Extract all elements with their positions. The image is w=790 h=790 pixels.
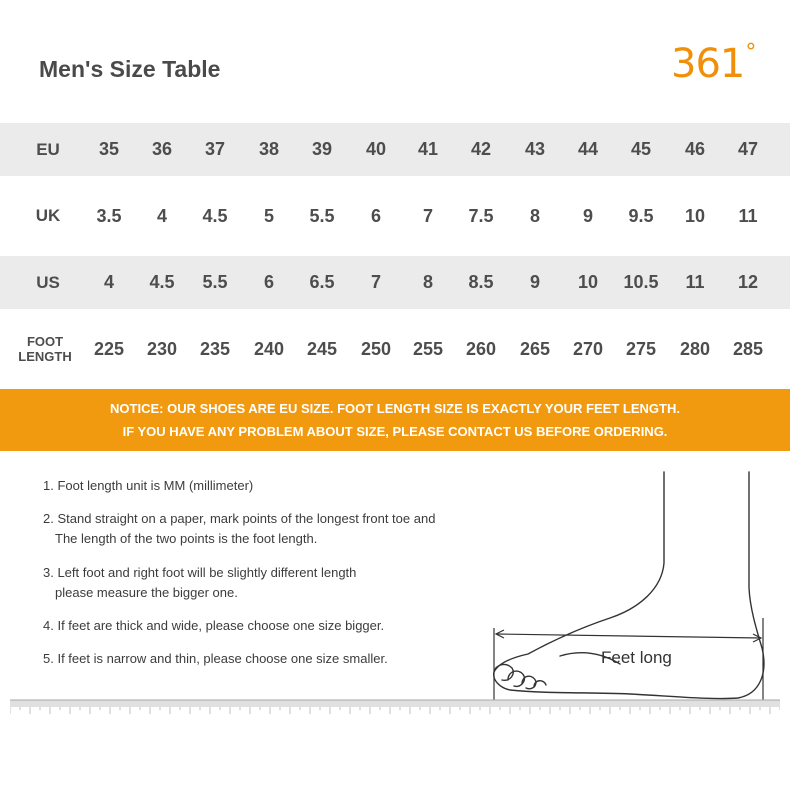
instruction-2-cont: The length of the two points is the foot length. xyxy=(55,531,318,546)
size-cell: 6.5 xyxy=(309,272,335,292)
size-cell: 230 xyxy=(146,338,178,359)
size-cell: 4 xyxy=(103,272,114,292)
size-cell: 44 xyxy=(577,139,599,159)
size-cell: 9 xyxy=(529,272,540,292)
brand-logo xyxy=(671,40,756,87)
size-row xyxy=(0,123,790,176)
foot-diagram xyxy=(470,468,780,708)
size-cell: 10.5 xyxy=(623,272,659,292)
row-label-line-2: LENGTH xyxy=(18,349,72,364)
size-cell: 9.5 xyxy=(628,205,654,226)
size-cell: 36 xyxy=(151,139,173,159)
size-cell: 8 xyxy=(529,205,540,226)
size-cell: 5 xyxy=(263,205,274,226)
row-label-line-1: FOOT xyxy=(26,334,64,349)
size-cell: 47 xyxy=(737,139,759,159)
instruction-5: 5. If feet is narrow and thin, please choose one size smaller. xyxy=(43,651,388,666)
size-cell: 285 xyxy=(732,338,764,359)
size-row xyxy=(0,176,790,256)
size-cell: 250 xyxy=(360,338,392,359)
size-cell: 43 xyxy=(524,139,546,159)
instruction-3: 3. Left foot and right foot will be slightly different length xyxy=(43,565,357,580)
size-cell: 255 xyxy=(412,338,444,359)
size-cell: 10 xyxy=(577,272,599,292)
instruction-1: 1. Foot length unit is MM (millimeter) xyxy=(43,478,254,493)
size-cell: 7 xyxy=(422,205,433,226)
size-cell: 45 xyxy=(630,139,652,159)
size-cell: 7 xyxy=(370,272,381,292)
size-cell: 275 xyxy=(625,338,657,359)
page-title: Men's Size Table xyxy=(39,56,221,82)
size-cell: 35 xyxy=(98,139,120,159)
size-row xyxy=(0,256,790,309)
instruction-4: 4. If feet are thick and wide, please choose one size bigger. xyxy=(43,618,385,633)
size-cell: 3.5 xyxy=(96,205,122,226)
logo-text: 361 xyxy=(671,41,745,87)
size-cell: 280 xyxy=(679,338,711,359)
size-cell: 6 xyxy=(263,272,274,292)
size-cell: 11 xyxy=(685,272,705,292)
size-cell: 9 xyxy=(582,205,593,226)
size-cell: 5.5 xyxy=(202,272,228,292)
size-cell: 7.5 xyxy=(468,205,494,226)
row-label xyxy=(5,309,85,389)
size-cell: 260 xyxy=(465,338,497,359)
notice-line-2: IF YOU HAVE ANY PROBLEM ABOUT SIZE, PLEASE CONTACT US BEFORE ORDERING. xyxy=(122,424,668,439)
size-cell: 6 xyxy=(370,205,381,226)
size-cell: 37 xyxy=(204,139,226,159)
size-cell: 41 xyxy=(417,139,439,159)
size-cell: 38 xyxy=(258,139,280,159)
size-cell: 225 xyxy=(93,338,125,359)
instruction-2: 2. Stand straight on a paper, mark points of the longest front toe and xyxy=(43,511,436,526)
size-cell: 39 xyxy=(311,139,333,159)
size-cell: 4.5 xyxy=(202,205,228,226)
row-label: EU xyxy=(36,139,60,159)
size-row xyxy=(0,309,790,389)
size-cell: 4.5 xyxy=(149,272,175,292)
size-cell: 5.5 xyxy=(309,205,335,226)
size-cell: 4 xyxy=(156,205,167,226)
logo-degree: ° xyxy=(745,40,756,65)
size-cell: 235 xyxy=(199,338,231,359)
size-cell: 10 xyxy=(684,205,706,226)
size-cell: 12 xyxy=(737,272,759,292)
size-cell: 8.5 xyxy=(468,272,494,292)
ruler xyxy=(10,698,780,718)
row-label: US xyxy=(36,272,60,292)
size-cell: 40 xyxy=(365,139,387,159)
notice-banner xyxy=(0,389,790,451)
size-cell: 245 xyxy=(306,338,338,359)
size-cell: 11 xyxy=(738,205,758,226)
size-cell: 240 xyxy=(253,338,285,359)
instruction-3-cont: please measure the bigger one. xyxy=(55,585,238,600)
size-cell: 270 xyxy=(572,338,604,359)
row-label: UK xyxy=(35,206,61,225)
size-cell: 265 xyxy=(519,338,551,359)
feet-long-label: Feet long xyxy=(601,648,672,667)
notice-line-1: NOTICE: OUR SHOES ARE EU SIZE. FOOT LENGTH SIZE IS EXACTLY YOUR FEET LENGTH. xyxy=(110,401,680,416)
size-cell: 8 xyxy=(422,272,433,292)
size-cell: 46 xyxy=(684,139,706,159)
size-cell: 42 xyxy=(470,139,492,159)
